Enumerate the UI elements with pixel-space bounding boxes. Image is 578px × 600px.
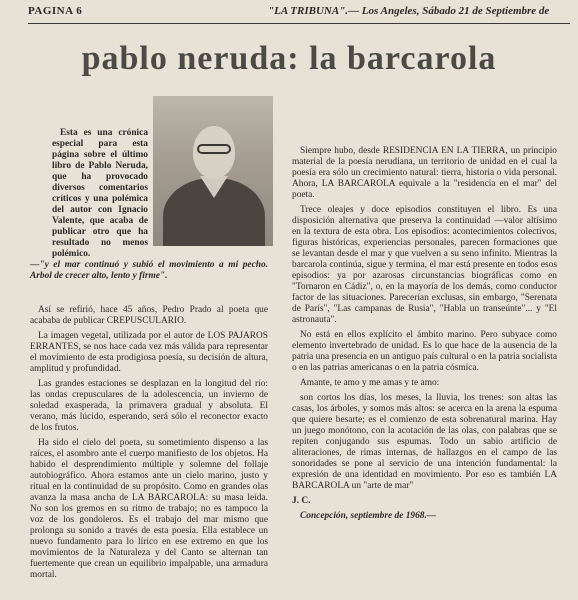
pull-quote	[30, 260, 268, 286]
right-paragraph: Siempre hubo, desde RESIDENCIA EN LA TIERRA, un principio material de la poesía nerudiana, un territorio de unidad en el cual la poesía era sólo un crecimiento natural: tierra, historia o vida personal. Ahora, LA BARCAROLA equivale a la "residencia en el mar" del poeta.	[292, 146, 557, 200]
header-divider	[28, 23, 570, 24]
intro-paragraph: Esta es una crónica especial para esta página sobre el último libro de Pablo Neruda, que ha provocado diversos comentarios críticos y una polémica del autor con Ignacio Valente, que acaba de publicar otro que ha resultado no menos polémico.	[52, 128, 148, 259]
pull-quote-text: —"y el mar continuó y subió el movimiento a mi pecho. Arbol de crecer alto, lento y firme".	[30, 260, 268, 281]
right-paragraph: Trece oleajes y doce episodios constituyen el libro. Es una disposición alternativa que preserva la continuidad —valor altísimo en la textura de esta obra. Los episodios: acontecimientos colectivos, figuras históricas, experiencias personales, parecen formaciones que se levantan desde el mar y que vuelven a su seno infinito. Mientras la barcarola continúa, sigue y termina, el mar está presente en todos esos episodios: ya por azarosas circunstancias biográficas como en "Tornaron en Cádiz", o, en la mayoría de los demás, como conductor factor de las situaciones. Parecerían exclusas, sin embargo, "Serenata de París", "Las campanas de Rusia", "Habla un transeúnte"... y "El astronauta".	[292, 205, 557, 325]
right-column	[292, 146, 557, 526]
article-title: pablo neruda: la barcarola	[81, 40, 497, 77]
right-paragraph: Amante, te amo y me amas y te amo:	[300, 378, 440, 388]
right-paragraph: son cortos los días, los meses, la lluvia, los trenes: son altas las casas, los árboles, y somos más altos: se acerca en la arena la espuma que quiere besarte; es el comienzo de esta sobrenatural marina. Hay un juego monótono, con la acotación de las olas, con palabras que se repiten conjugando sus espumas. Todo un sabio artificio de aliteraciones, de rimas internas, de hallazgos en el campo de las sonoridades se pone al servicio de una intención fundamental: la expresión de una identidad en movimiento. Por eso es también LA BARCAROLA un "arte de mar"	[292, 393, 557, 491]
left-paragraph: Ha sido el cielo del poeta, su sometimiento dispenso a las raíces, el asombro ante el cuerpo manifiesto de los objetos. Ha habido el desprendimiento múltiple y solemne del follaje autobiográfico. Ahora estamos ante un cielo marino, justo y ritual en la continuidad de su propósito. Como en grandes olas avanza la masa ancha de LA BARCAROLA: su masa leída. No son los gremos en su ritmo de trabajo; no es tampoco la voz de los gondoleros. Es el trabajo del mar mismo que prolonga su sonido a través de esta poesía. Ella establece un nuevo fundamento para lo lírico en ese extremo en que los movimientos de la Naturaleza y del Canto se alternan tan fuertemente que crean un equilibrio impalpable, una armadura mortal.	[30, 438, 268, 580]
author-photo	[153, 96, 273, 246]
left-paragraph: La imagen vegetal, utilizada por el autor de LOS PAJAROS ERRANTES, se nos hace cada vez más válida para representar el movimiento de esta prodigiosa poesía, su decisión de altura, amplitud y profundidad.	[30, 331, 268, 374]
left-paragraph: Así se refirió, hace 45 años, Pedro Prado al poeta que acababa de publicar CREPUSCULARIO.	[30, 305, 268, 326]
left-paragraph: Las grandes estaciones se desplazan en la longitud del río: las ondas crepusculares de la adolescencia, un invierno de soledad exasperada, la primavera gradual y absoluta. El verano, más lúcido, esperando, será sólo el reconector exacto de los frutos.	[30, 379, 268, 433]
place-and-date: Concepción, septiembre de 1968.—	[300, 511, 437, 521]
page-number-label: PAGINA 6	[28, 5, 83, 17]
photo-figure-glasses	[197, 144, 231, 154]
right-paragraph: No está en ellos explícito el ámbito marino. Pero subyace como elemento invertebrado de unidad. Es lo que hace de la ausencia de la patria una presencia en un antiguo país cultural o en la patria socialista o en las patrias americanas o en la patria cósmica.	[292, 330, 558, 373]
masthead-dateline: "LA TRIBUNA".— Los Angeles, Sábado 21 de Septiembre de	[268, 5, 550, 17]
intro-note	[52, 128, 148, 264]
author-signature: J. C.	[292, 496, 311, 506]
page-header	[28, 5, 570, 21]
left-column	[30, 305, 268, 585]
